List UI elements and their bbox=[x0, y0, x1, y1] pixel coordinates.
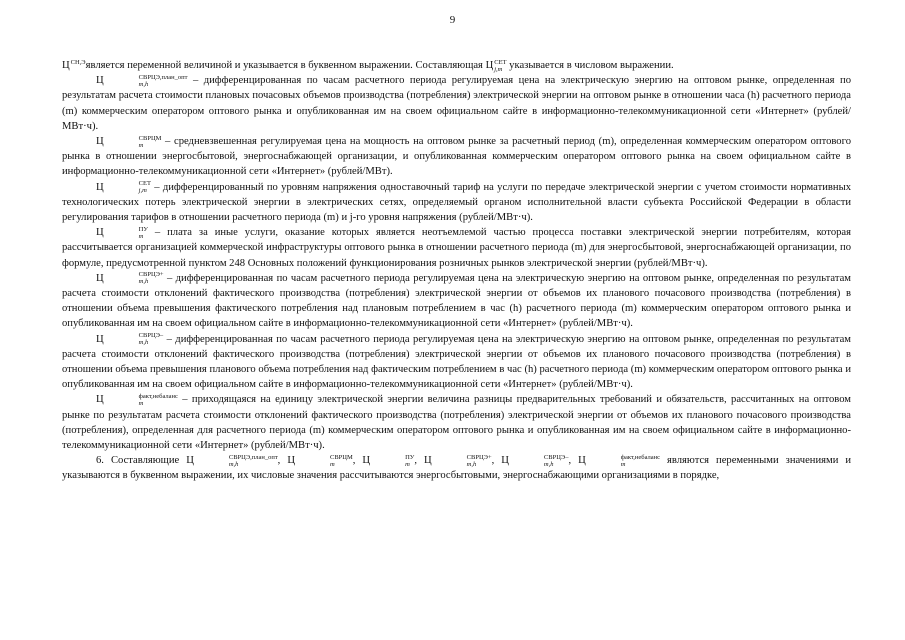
paragraph bbox=[62, 225, 851, 271]
formula-subscript: j,m bbox=[494, 65, 503, 73]
page-number: 9 bbox=[449, 14, 456, 26]
paragraph bbox=[62, 392, 851, 453]
formula-symbol: Ц факт,небаланс m bbox=[96, 393, 178, 408]
paragraph-text: – средневзвешенная регулируемая цена на мощность на оптовом рынке за расчетный период (m), определенная коммерческим оператором оптового рынка в отношении энергосбытовой, энергоснабжающей организации, и опубликованная коммерческим оператором оптового рынка на своем официальном сайте в информационно-телекоммуникационной сети «Интернет» (рублей/МВт). bbox=[62, 136, 851, 178]
formula-symbol: Ц СВРЦЭ,план_опт m,h bbox=[186, 453, 278, 468]
paragraph-text: является переменной величиной и указывается в буквенном выражении. Составляющая bbox=[85, 60, 486, 71]
formula-symbol: Ц СВРЦМ m bbox=[96, 134, 162, 149]
paragraph-text: – приходящаяся на единицу электрической энергии величина разницы предварительных требований и обязательств, рассчитанных на оптовом рынке по результатам расчета стоимости отклонений фактического производства (потребления) электрической энергии от объемов их планового почасового производства (потребления), определенная для расчетного периода (m) коммерческим оператором оптового рынка и опубликованная им на своем официальном сайте в информационно-телекоммуникационной сети «Интернет» (рублей/МВт·ч). bbox=[62, 394, 851, 452]
formula-superscript: СЕТ bbox=[494, 58, 507, 66]
formula-subscript: m,h bbox=[138, 339, 149, 347]
paragraph-text: указывается в числовом выражении. bbox=[506, 60, 674, 71]
paragraph bbox=[62, 180, 851, 226]
formula-superscript: СВРЦЭ,план_опт bbox=[138, 73, 188, 81]
formula-superscript: факт,небаланс bbox=[620, 453, 661, 461]
formula-subscript: m,h bbox=[138, 278, 149, 286]
paragraph-text: , bbox=[491, 455, 502, 467]
paragraph bbox=[62, 58, 851, 73]
paragraph-text: 6. Составляющие bbox=[96, 455, 187, 467]
paragraph-text: – дифференцированная по часам расчетного периода регулируемая цена на электрическую энергию на оптовом рынке, определенная по результатам расчета стоимости плановых почасовых объемов производства (потребления) электрической энергии на оптовом рынке в отношении часа (h) расчетного периода (m) коммерческим оператором оптового рынка и опубликованная им на своем официальном сайте в информационно-телекоммуникационной сети «Интернет» (рублей/МВт·ч). bbox=[62, 75, 851, 132]
paragraph-text: – плата за иные услуги, оказание которых является неотъемлемой частью процесса поставки электрической энергии потребителям, которая рассчитывается организацией коммерческой инфраструктуры оптового рынка в отношении расчетного периода (m) для энергосбытовой, энергоснабжающей организации, по формуле, предусмотренной пунктом 248 Основных положений функционирования розничных рынков электрической энергии (рублей/МВт·ч). bbox=[62, 227, 851, 269]
formula-superscript: ПУ bbox=[138, 225, 148, 233]
formula-symbol: Ц СЕТ j,m bbox=[485, 58, 507, 73]
paragraph-text: , bbox=[414, 455, 425, 467]
document-body bbox=[62, 58, 851, 484]
formula-symbol: Ц СВРЦЭ– m,h bbox=[501, 453, 569, 468]
formula-subscript: j,m bbox=[138, 187, 147, 195]
formula-subscript: m bbox=[138, 400, 144, 408]
formula-superscript: СЕТ bbox=[138, 180, 151, 188]
paragraph bbox=[62, 332, 851, 393]
formula-superscript: СВРЦМ bbox=[329, 453, 353, 461]
formula-superscript: ПУ bbox=[405, 453, 415, 461]
paragraph bbox=[62, 453, 851, 483]
formula-symbol: Ц СЕТ j,m bbox=[96, 180, 151, 195]
formula-subscript bbox=[71, 66, 86, 73]
formula-symbol: Ц СВРЦЭ+ m,h bbox=[96, 271, 164, 286]
paragraph-text: – дифференцированная по часам расчетного периода регулируемая цена на электрическую энергию на оптовом рынке, определенная по результатам расчета стоимости отклонений фактического производства (потребления) электрической энергии от объемов их планового почасового производства (потребления) в отношении объема превышения планового объема потребления над фактическим потреблением в час (h) расчетного периода (m) коммерческим оператором оптового рынка и опубликованная им на своем официальном сайте в информационно-телекоммуникационной сети «Интернет» (рублей/МВт·ч). bbox=[62, 333, 851, 391]
formula-subscript: m bbox=[620, 460, 626, 468]
formula-symbol: Ц ПУ m bbox=[96, 225, 148, 240]
formula-superscript: СВРЦЭ,план_опт bbox=[228, 453, 278, 461]
formula-symbol: Ц СВРЦЭ– m,h bbox=[96, 332, 164, 347]
paragraph bbox=[62, 73, 851, 134]
formula-subscript: m,h bbox=[228, 460, 239, 468]
formula-symbol: Ц СВРЦЭ,план_опт m,h bbox=[96, 73, 188, 88]
formula-subscript: m bbox=[405, 460, 410, 468]
formula-superscript: СВРЦЭ– bbox=[138, 332, 164, 340]
paragraph-text: , bbox=[568, 455, 579, 467]
formula-superscript: СВРЦЭ– bbox=[543, 453, 569, 461]
formula-superscript: СН,Э bbox=[70, 58, 86, 66]
formula-subscript: m,h bbox=[466, 460, 477, 468]
formula-subscript: m bbox=[138, 141, 144, 149]
paragraph-text: , bbox=[352, 455, 363, 467]
formula-subscript: m,h bbox=[543, 460, 554, 468]
formula-superscript: СВРЦЭ+ bbox=[466, 453, 492, 461]
paragraph bbox=[62, 134, 851, 180]
formula-subscript: m bbox=[329, 460, 335, 468]
paragraph-text: являются переменными значениями и указываются в буквенном выражении, их числовые значения рассчитываются энергосбытовыми, энергоснабжающими организациями в порядке, bbox=[62, 455, 852, 482]
formula-superscript: факт,небаланс bbox=[138, 393, 178, 401]
formula-symbol: Ц СВРЦМ m bbox=[287, 453, 353, 468]
formula-symbol: Ц ПУ m bbox=[362, 453, 415, 468]
paragraph-text: – дифференцированная по часам расчетного периода регулируемая цена на электрическую энергию на оптовом рынке, определенная по результатам расчета стоимости отклонений фактического производства (потребления) электрической энергии от объемов их планового почасового производства (потребления) в отношении объема превышения фактического потребления над плановым потреблением в час (h) расчетного периода (m) коммерческим оператором оптового рынка и опубликованная им на своем официальном сайте в информационно-телекоммуникационной сети «Интернет» (рублей/МВт·ч). bbox=[62, 272, 851, 330]
paragraph-text: – дифференцированный по уровням напряжения одноставочный тариф на услуги по передаче электрической энергии с учетом стоимости нормативных технологических потерь электрической энергии в электрических сетях, определяемый органом исполнительной власти субъекта Российской Федерации в области регулирования тарифов в отношении расчетного периода (m) и j-го уровня напряжения (рублей/МВт·ч). bbox=[62, 181, 851, 224]
formula-symbol: Ц СВРЦЭ+ m,h bbox=[424, 453, 492, 468]
paragraph bbox=[62, 271, 851, 332]
formula-symbol: Ц факт,небаланс m bbox=[578, 453, 661, 468]
formula-symbol: Ц СН,Э bbox=[62, 58, 86, 71]
paragraph-text: , bbox=[277, 455, 288, 467]
formula-superscript: СВРЦМ bbox=[138, 134, 162, 142]
formula-subscript: m,h bbox=[138, 80, 149, 88]
formula-subscript: m bbox=[138, 232, 144, 240]
formula-superscript: СВРЦЭ+ bbox=[138, 271, 164, 279]
